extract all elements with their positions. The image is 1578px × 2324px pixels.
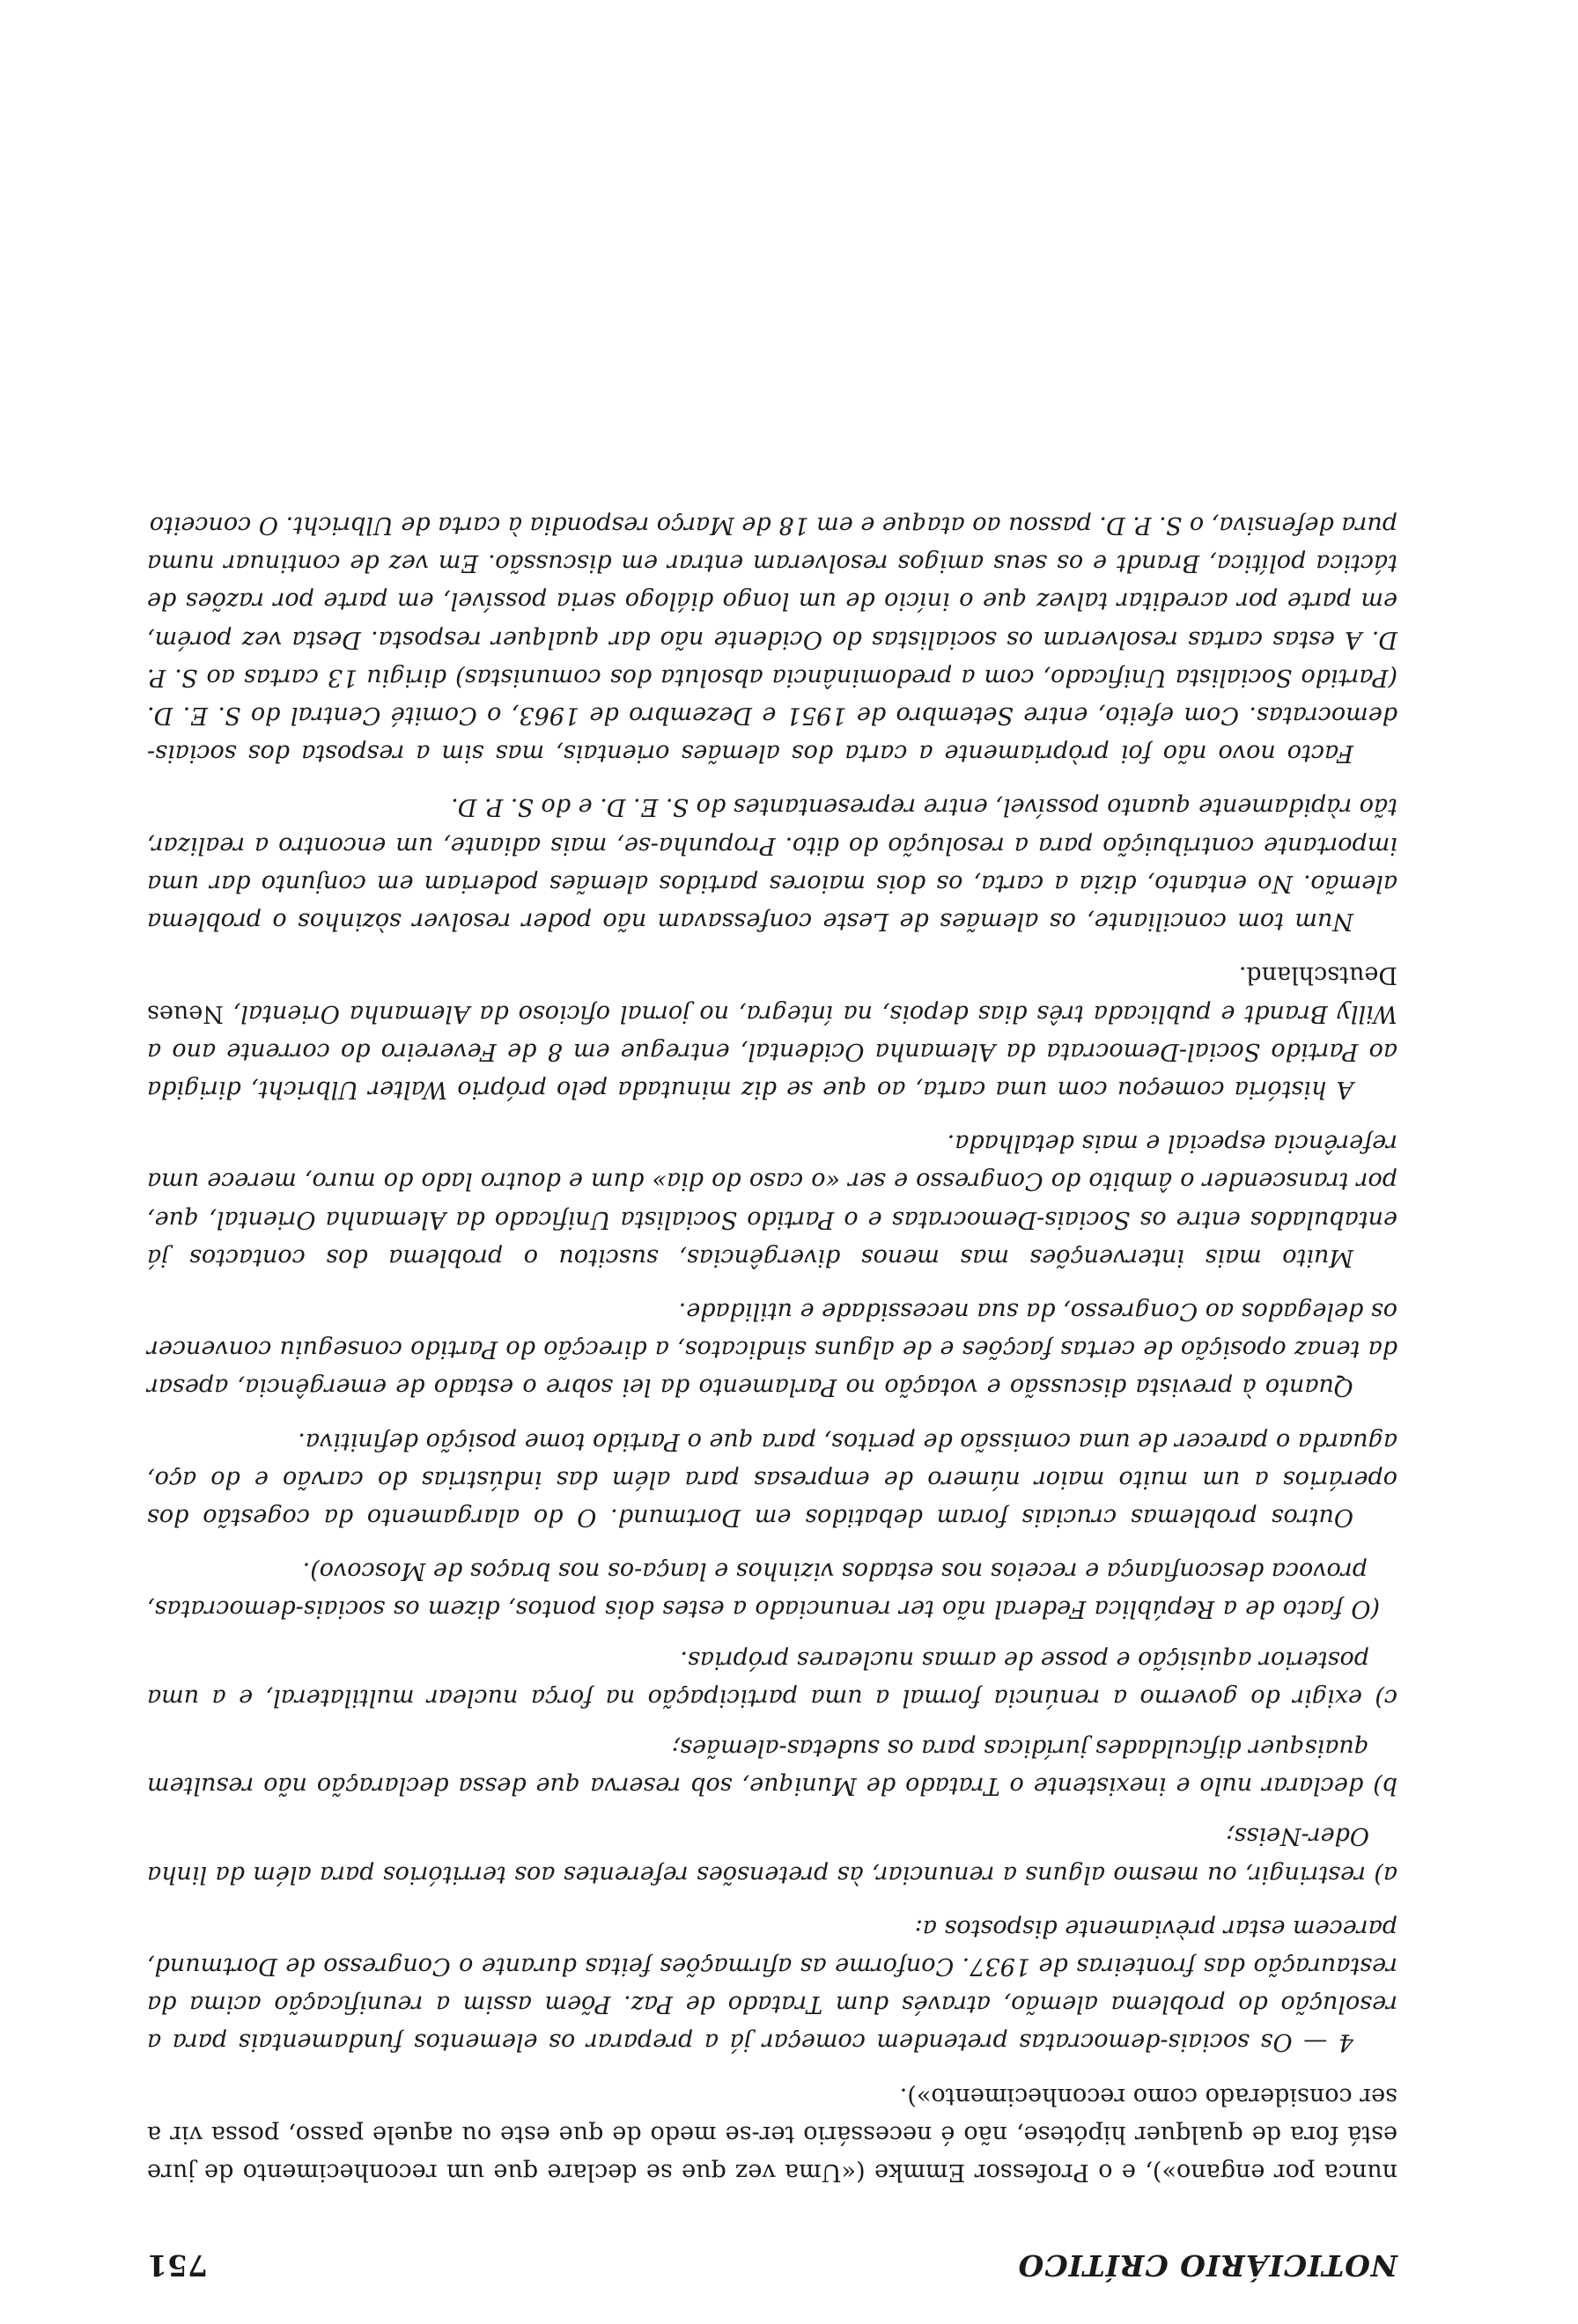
newspaper-name: Neues Deutschland. [147,961,1397,1027]
list-item-b: b) declarar nulo e inexistente o Tratado de Munique, sob reserva que dessa declaração não resultem quaisquer dificuldades jurídicas para os sudetas-alemães; [147,1733,1397,1800]
paragraph-conciliatory-tone: Num tom conciliante, os alemães de Leste confessavam não poder resolver sòzinhos o problema alemão. No entanto, dizia a carta, os dois maiores partidos alemães poderiam em conjunto dar uma importante contribuição para a resolução do dito. Propunha-se, mais adiante, um encontro a realizar, tão ràpidamente quanto possível, entre representantes do S. E. D. e do S. P. D. [147,793,1397,936]
paragraph-continuation: nunca por engano»), e o Professor Emmke («Uma vez que se declare que um reconhecimento de jure está fora de qualquer hipótese, não é necessário ter-se medo de que este ou aquele passo, possa vir a ser considerado como reconhecimento»). [147,2082,1397,2186]
parenthetical-note: (O facto de a República Federal não ter renunciado a estes dois pontos, dizem os sociais-democratas, provoca desconfiança e receios nos estados vizinhos e lança-os nos braços de Moscovo). [147,1557,1380,1623]
running-head: NOTICIÁRIO CRÍTICO [1017,2248,1397,2283]
paragraph-section-4: 4 — Os sociais-democratas pretendem começar já a preparar os elementos fundamentais para a resolução do problema alemão, através dum Tratado de Paz. Põem assim a reunificação acima da restauração das fronteiras de 1937. Conforme as afirmações feitas durante o Congresso de Dortmund, parecem estar prèviamente dispostos a: [147,1914,1397,2056]
paragraph-emergency-law: Quanto à prevista discussão e votação no Parlamento da lei sobre o estado de emergência, apesar da tenaz oposição de certas facções e de alguns sindicatos, a direcção do Partido conseguiu convencer os delegados ao Congresso, da sua necessidade e utilidade. [147,1297,1397,1401]
page-content [147,490,1397,2284]
list-item-a: a) restringir, ou mesmo alguns a renunciar, às pretensões referentes aos territórios para além da linha Oder-Neiss; [147,1822,1397,1888]
paragraph-letter-history [147,956,1397,1108]
page-number: 751 [147,2248,208,2283]
paragraph-new-fact: Facto novo não foi pròpriamente a carta dos alemães orientais, mas sim a resposta dos sociais-democratas. Com efeito, entre Setembro de 1951 e Dezembro de 1963, o Comité Central do S. E. D. (Partido Socialista Unificado, com a predominância absoluta dos comunistas) dirigiu 13 cartas ao S. P. D. A estas cartas resolveram os socialistas do Ocidente não dar qualquer resposta. Desta vez porém, em parte por acreditar talvez que o início de um longo diálogo seria possível, em parte por razões de táctica política, Brandt e os seus amigos resolveram entrar em discussão. Em vez de continuar numa pura defensiva, o S. P. D. passou ao ataque e em 18 de Março respondia à carta de Ulbricht. O conceito [147,511,1397,768]
paragraph-contacts: Muito mais intervenções mas menos divergências, suscitou o problema dos contactos já entabulados entre os Sociais-Democratas e o Partido Socialista Unificado da Alemanha Oriental, que, por transcender o âmbito do Congresso e ser «o caso do dia» dum e doutro lado do muro, merece uma referência especial e mais detalhada. [147,1129,1397,1271]
paragraph-dortmund: Outros problemas cruciais foram debatidos em Dortmund. O do alargamento da cogestão dos operários a um muito maior número de empresas para além das indústrias do carvão e do aço, aguarda o parecer de uma comissão de peritos, para que o Partido tome posição definitiva. [147,1427,1397,1531]
letter-history-text: A história começou com uma carta, ao que se diz minutada pelo próprio Walter Ulbricht, dirigida ao Partido Social-Democrata da Alemanha Ocidental, entregue em 8 de Fevereiro do corrente ano a Willy Brandt e publicada três dias depois, na íntegra, no jornal oficioso da Alemanha Oriental, [147,999,1397,1103]
list-item-c: c) exigir do governo a renúncia formal a uma participação na força nuclear multilateral, e a uma posterior aquisição e posse de armas nucleares próprias. [147,1645,1397,1711]
page-header [147,2239,1397,2284]
